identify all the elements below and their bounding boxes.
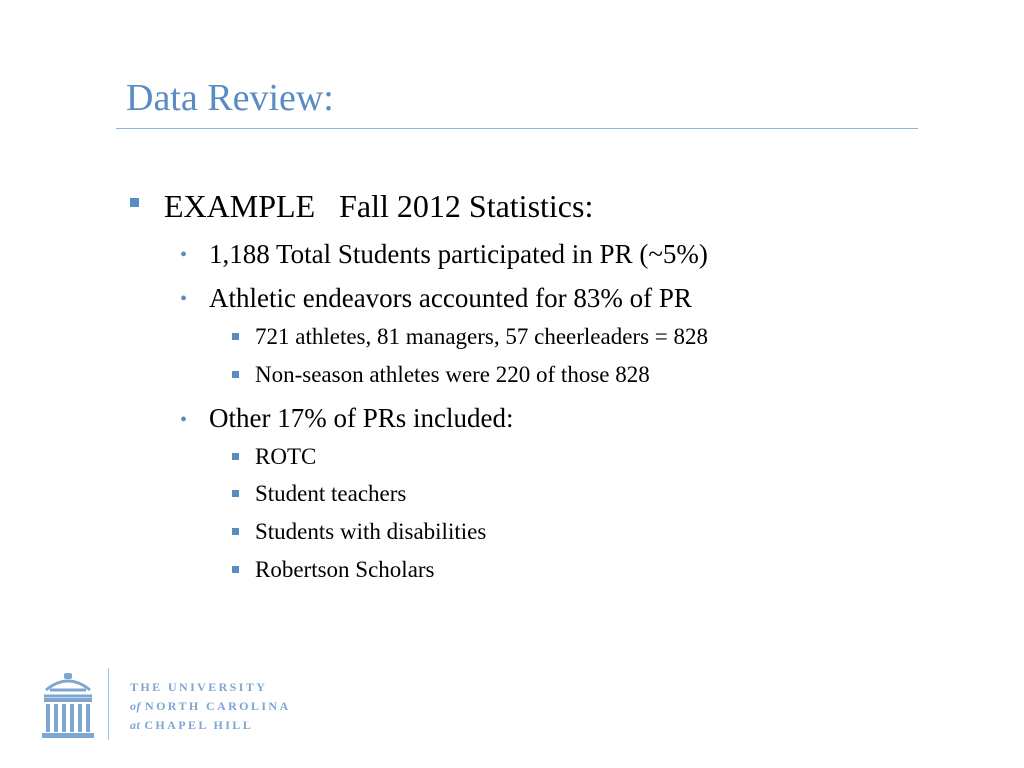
bullet-square-icon bbox=[232, 490, 239, 497]
wordmark-line1: THE UNIVERSITY bbox=[130, 680, 268, 694]
bullet-level3: 721 athletes, 81 managers, 57 cheerleaders = 828 bbox=[255, 324, 709, 349]
wordmark-line3 bbox=[130, 716, 291, 735]
bullet-level2: Athletic endeavors accounted for 83% of PR bbox=[209, 283, 692, 313]
bullet-square-icon bbox=[232, 453, 239, 460]
bullet-square-icon bbox=[130, 198, 139, 207]
bullet-level2: 1,188 Total Students participated in PR (~5%) bbox=[209, 239, 708, 269]
bullet-dot-icon: • bbox=[180, 244, 188, 266]
title-divider bbox=[116, 128, 918, 129]
bullet-square-icon bbox=[232, 333, 239, 340]
bullet-level1: EXAMPLE Fall 2012 Statistics: bbox=[164, 188, 594, 224]
slide-title: Data Review: bbox=[126, 77, 334, 119]
bullet-level2: Other 17% of PRs included: bbox=[209, 403, 514, 433]
bullet-level3: ROTC bbox=[255, 444, 317, 469]
bullet-square-icon bbox=[232, 566, 239, 573]
wordmark-line2-rest: NORTH CAROLINA bbox=[145, 699, 291, 713]
bullet-level3: Student teachers bbox=[255, 481, 407, 506]
bullet-dot-icon: • bbox=[180, 409, 188, 431]
wordmark-line2-prefix: of bbox=[130, 699, 141, 713]
wordmark-line3-prefix: at bbox=[130, 718, 141, 732]
wordmark-line2 bbox=[130, 697, 291, 716]
wordmark-line3-rest: CHAPEL HILL bbox=[144, 718, 254, 732]
bullet-square-icon bbox=[232, 528, 239, 535]
bullet-dot-icon: • bbox=[180, 288, 188, 310]
old-well-icon bbox=[40, 670, 96, 740]
bullet-level3: Non-season athletes were 220 of those 828 bbox=[255, 362, 650, 387]
footer-divider bbox=[108, 668, 109, 740]
bullet-square-icon bbox=[232, 371, 239, 378]
bullet-level3: Students with disabilities bbox=[255, 519, 487, 544]
university-wordmark bbox=[130, 678, 291, 735]
bullet-level3: Robertson Scholars bbox=[255, 557, 435, 582]
